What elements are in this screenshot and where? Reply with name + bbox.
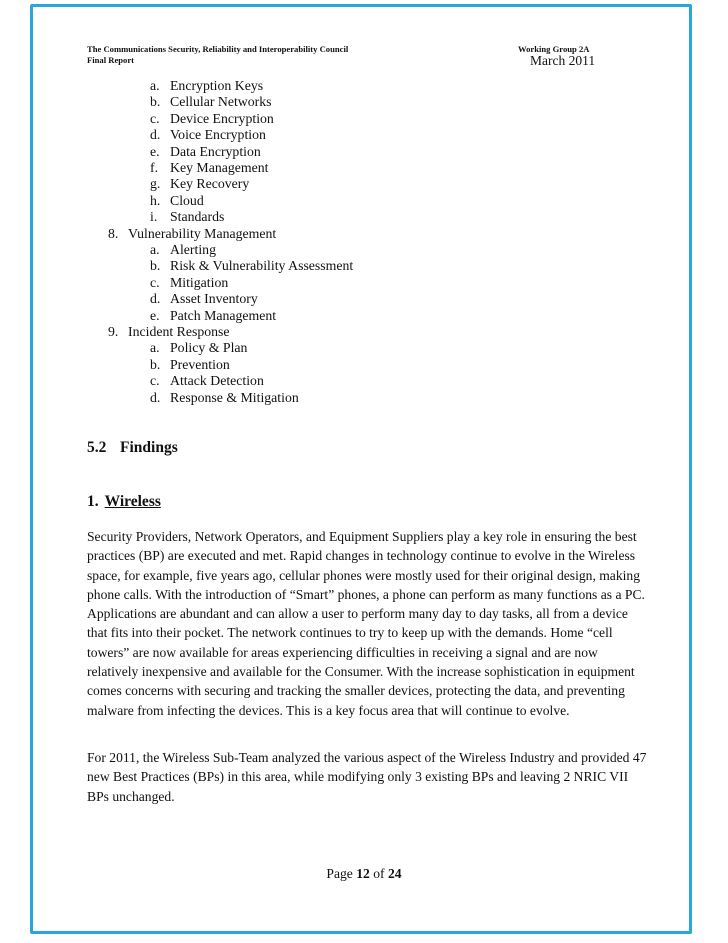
outline-text: Asset Inventory xyxy=(170,291,258,307)
outline-text: Cloud xyxy=(170,192,204,208)
subsection-number: 1. xyxy=(87,493,99,510)
outline-marker: b. xyxy=(150,356,161,372)
outline-text: Key Management xyxy=(170,160,269,175)
outline-text: Response & Mitigation xyxy=(170,389,299,405)
outline-text: Alerting xyxy=(170,242,216,257)
outline-text: Attack Detection xyxy=(170,373,264,389)
header-subtitle: Final Report xyxy=(87,55,135,65)
header-title: The Communications Security, Reliability and Interoperability Council xyxy=(87,44,349,54)
outline-text: Standards xyxy=(170,209,225,225)
outline-marker: e. xyxy=(150,307,160,323)
footer-of-label: of xyxy=(373,866,385,881)
paragraph-wireless-intro: Security Providers, Network Operators, and Equipment Suppliers play a key role in ensuring the best practices (BP) are executed and met. Rapid changes in technology continue to evolve in the Wireless space, for example, five years ago, cellular phones were mostly used for their original design, making phone calls. With the introduction of “Smart” phones, a phone can perform as many functions as a PC. Applications are abundant and can allow a user to perform many day to day tasks, all from a device that fits into their pocket. The network continues to try to keep up with the demands. Home “cell towers” are now available for areas experiencing difficulties in receiving a signal and are now relatively inexpensive and available for the Consumer. With the increase sophistication in equipment comes concerns with securing and tracking the smaller devices, protecting the data, and preventing malware from infecting the devices. This is a key focus area that will continue to evolve. xyxy=(87,529,645,718)
header-date: March 2011 xyxy=(530,53,596,68)
outline-marker: a. xyxy=(150,242,160,257)
outline-text: Patch Management xyxy=(170,307,277,323)
paragraph-wireless-2011: For 2011, the Wireless Sub-Team analyzed the various aspect of the Wireless Industry and provided 47 new Best Practices (BPs) in this area, while modifying only 3 existing BPs and leaving 2 NRIC VII BPs unchanged. xyxy=(87,750,647,804)
outline-text: Vulnerability Management xyxy=(128,225,277,241)
outline-text: Encryption Keys xyxy=(170,78,264,93)
section-heading xyxy=(87,439,178,457)
outline-marker: 9. xyxy=(108,324,119,339)
outline-text: Data Encryption xyxy=(170,143,261,159)
outline-text: Device Encryption xyxy=(170,110,274,126)
outline-marker: e. xyxy=(150,143,160,159)
outline-text: Mitigation xyxy=(170,274,229,290)
outline-marker: c. xyxy=(150,274,160,290)
footer-page-label: Page xyxy=(326,866,353,881)
outline-text: Policy & Plan xyxy=(170,340,248,356)
outline-marker: d. xyxy=(150,291,161,307)
footer-page-total: 24 xyxy=(387,866,402,881)
outline-marker: f. xyxy=(150,160,159,175)
header-group: Working Group 2A xyxy=(518,44,590,54)
outline-text: Prevention xyxy=(170,356,230,372)
outline-text: Risk & Vulnerability Assessment xyxy=(170,258,354,274)
outline-text: Incident Response xyxy=(128,324,230,339)
outline-text: Cellular Networks xyxy=(170,94,272,110)
section-number: 5.2 xyxy=(87,439,107,456)
footer-page-number: 12 xyxy=(356,866,370,881)
outline-marker: a. xyxy=(150,78,160,93)
outline-marker: b. xyxy=(150,94,161,110)
outline-marker: c. xyxy=(150,373,160,389)
outline-marker: a. xyxy=(150,340,160,356)
outline-text: Voice Encryption xyxy=(170,127,266,143)
page-footer xyxy=(0,866,728,882)
subsection-title: Wireless xyxy=(104,493,161,510)
section-title: Findings xyxy=(120,439,178,456)
outline-marker: h. xyxy=(150,192,161,208)
outline-marker: 8. xyxy=(108,225,119,241)
outline-marker: c. xyxy=(150,110,160,126)
outline-marker: g. xyxy=(150,176,161,192)
subsection-heading xyxy=(87,493,161,511)
outline-marker: b. xyxy=(150,258,161,274)
outline-marker: d. xyxy=(150,389,161,405)
outline-marker: i. xyxy=(150,209,158,225)
outline-marker: d. xyxy=(150,127,161,143)
outline-text: Key Recovery xyxy=(170,176,250,192)
